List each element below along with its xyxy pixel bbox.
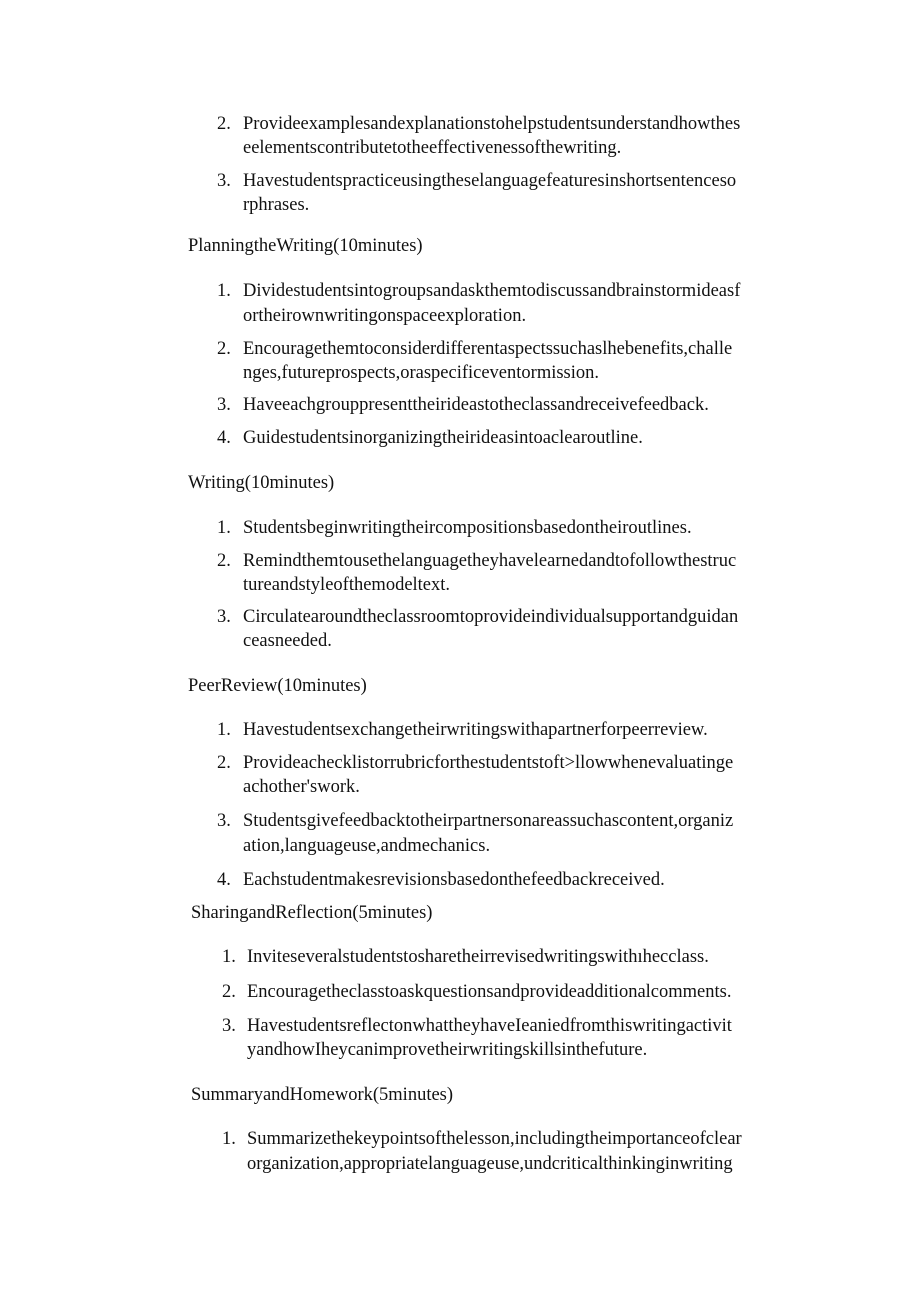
list-item-text: organization,appropriatelanguageuse,undcriticalthinkinginwriting [247,1154,733,1174]
list-item-number: 1. [217,281,231,301]
list-item-text: Dividestudentsintogroupsandaskthemtodiscussandbrainstormideasf [243,281,741,301]
section-heading: PlanningtheWriting(10minutes) [188,236,423,256]
list-item-text: Havestudentspracticeusingtheselanguagefeaturesinshortsentenceso [243,171,737,191]
list-item-text: Eachstudentmakesrevisionsbasedonthefeedbackreceived. [243,870,665,890]
list-item-text: rphrases. [243,195,310,215]
list-item-text: Studentsgivefeedbacktotheirpartnersonareassuchascontent,organiz [243,811,734,831]
list-item-number: 3. [217,395,231,415]
list-item-number: 1. [217,518,231,538]
list-item-number: 1. [222,947,236,967]
list-item-text: achother'swork. [243,777,360,797]
list-item-text: Haveeachgrouppresenttheirideastotheclassandreceivefeedback. [243,395,709,415]
list-item-text: Provideachecklistorrubricforthestudentstoft>llowwhenevaluatinge [243,753,734,773]
list-item-text: yandhowIheycanimprovetheirwritingskillsinthefuture. [247,1040,648,1060]
list-item-text: ation,languageuse,andmechanics. [243,836,491,856]
section-heading: SummaryandHomework(5minutes) [191,1085,454,1105]
list-item-number: 3. [217,607,231,627]
list-item-number: 3. [217,171,231,191]
list-item-number: 2. [217,551,231,571]
list-item-text: HavestudentsreflectonwhattheyhaveIeaniedfromthiswritingactivit [247,1016,732,1036]
list-item-text: Circulatearoundtheclassroomtoprovideindividualsupportandguidan [243,607,739,627]
section-heading: PeerReview(10minutes) [188,676,367,696]
list-item-number: 1. [217,720,231,740]
list-item-number: 3. [222,1016,236,1036]
list-item-text: Havestudentsexchangetheirwritingswithapartnerforpeerreview. [243,720,708,740]
list-item-text: Provideexamplesandexplanationstohelpstudentsunderstandhowthes [243,114,741,134]
list-item-number: 2. [222,982,236,1002]
list-item-text: ceasneeded. [243,631,332,651]
list-item-number: 4. [217,870,231,890]
list-item-text: Guidestudentsinorganizingtheirideasintoaclearoutline. [243,428,643,448]
list-item-text: Summarizethekeypointsofthelesson,includingtheimportanceofclear [247,1129,742,1149]
list-item-number: 3. [217,811,231,831]
list-item-number: 2. [217,114,231,134]
list-item-number: 2. [217,339,231,359]
list-item-text: Studentsbeginwritingtheircompositionsbasedontheiroutlines. [243,518,692,538]
list-item-text: Encouragetheclasstoaskquestionsandprovideadditionalcomments. [247,982,732,1002]
list-item-text: Encouragethemtoconsiderdifferentaspectssuchaslhebenefits,challe [243,339,733,359]
list-item-text: eelementscontributetotheeffectivenessofthewriting. [243,138,622,158]
list-item-text: ortheirownwritingonspaceexploration. [243,306,527,326]
list-item-number: 2. [217,753,231,773]
list-item-text: Remindthemtousethelanguagetheyhavelearnedandtofollowthestruc [243,551,737,571]
section-heading: Writing(10minutes) [188,473,335,493]
list-item-text: Inviteseveralstudentstosharetheirrevisedwritingswithıhecclass. [247,947,709,967]
list-item-text: nges,futureprospects,oraspecificeventormission. [243,363,600,383]
list-item-text: tureandstyleofthemodeltext. [243,575,451,595]
list-item-number: 4. [217,428,231,448]
list-item-number: 1. [222,1129,236,1149]
section-heading: SharingandReflection(5minutes) [191,903,433,923]
